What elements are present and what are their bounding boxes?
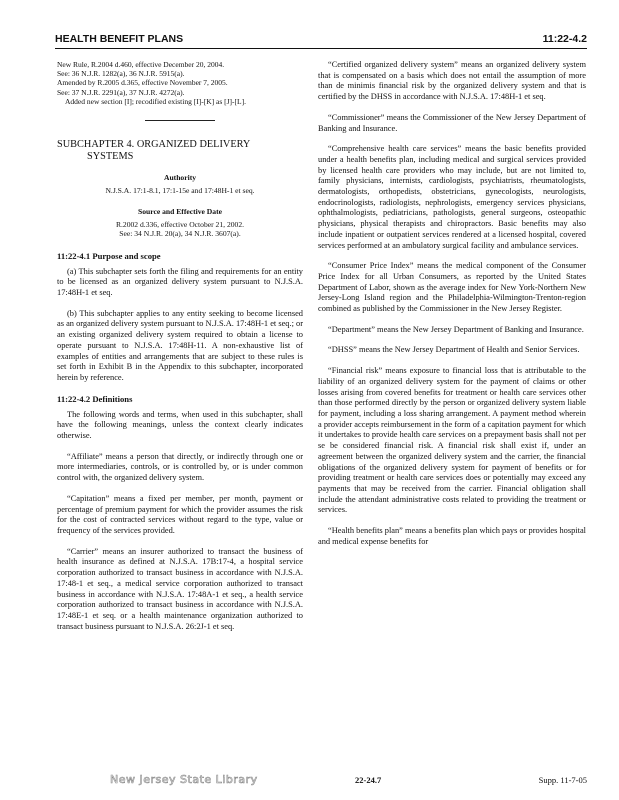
- section-heading-purpose: 11:22-4.1 Purpose and scope: [57, 250, 161, 261]
- page-number: 22-24.7: [355, 774, 382, 785]
- definition-comprehensive: “Comprehensive health care services” means the basic benefits provided under a health benefits plan, including medical and surgical services provided by licensed health care providers who may include, but are not limited to, family physicians, internists, cardiologists, psychiatrists, rheumatologists, dermatologists, orthopedists, obstetricians, gynecologists, neurologists, endocrinologists, radiologists, nephrologists, emergency services physicians, ophthalmologists, pediatricians, pathologists, general surgeons, osteopathic physicians, physical therapists and chiropractors. Basic benefits may also include inpatient or outpatient services rendered at a licensed hospital, covered services performed at an ambulatory surgical facility and ambulance services.: [318, 144, 586, 250]
- history-note: See: 36 N.J.R. 1282(a), 36 N.J.R. 5915(a).: [57, 69, 185, 79]
- authority-text: N.J.S.A. 17:1-8.1, 17:1-15e and 17:48H-1 et seq.: [105, 186, 255, 196]
- paragraph-purpose-b: (b) This subchapter applies to any entity seeking to become licensed as an organized delivery system pursuant to N.J.S.A. 17:48H-1 et seq.; or an existing organized delivery system required to obtain a license to operate pursuant to N.J.S.A. 17:48H-11. A non-exhaustive list of examples of entities and arrangements that are subject to these rules is set forth in Exhibit B in the Appendix to this subchapter, incorporated herein by reference.: [57, 308, 303, 382]
- header-title: HEALTH BENEFIT PLANS: [55, 33, 184, 45]
- authority-heading: Authority: [163, 173, 197, 183]
- history-note: New Rule, R.2004 d.460, effective December 20, 2004.: [57, 60, 225, 69]
- source-line2: See: 34 N.J.R. 20(a), 34 N.J.R. 3607(a).: [119, 229, 241, 239]
- divider: [145, 120, 215, 121]
- definition-health-benefits-plan: “Health benefits plan” means a benefits plan which pays or provides hospital and medical expense benefits for: [318, 526, 586, 546]
- history-note: Added new section [I]; recodified existing [I]-[K] as [J]-[L].: [65, 96, 246, 106]
- paragraph-definitions-intro: The following words and terms, when used in this subchapter, shall have the following meanings, unless the context clearly indicates otherwise.: [57, 409, 303, 441]
- right-column: [318, 60, 586, 557]
- section-heading-definitions: 11:22-4.2 Definitions: [57, 393, 133, 404]
- definition-capitation: “Capitation” means a fixed per member, per month, payment or percentage of premium payment for which the provider assumes the risk for the cost of contracted services without regard to the type, value or frequency of the services provided.: [57, 493, 303, 535]
- source-text: [57, 220, 303, 238]
- page-footer: [55, 773, 587, 786]
- definition-cpi: “Consumer Price Index” means the medical component of the Consumer Price Index for all Urban Consumers, as reported by the United States Department of Labor, shown as the average index for New York-Northern New Jersey-Long Island region and the Philadelphia-Wilmington-Trenton-region combined as published by the Commissioner in the New Jersey Register.: [318, 261, 586, 314]
- definition-affiliate: “Affiliate” means a person that directly, or indirectly through one or more intermediaries, controls, or is controlled by, or is under common control with, the organized delivery system.: [57, 451, 303, 483]
- subchapter-title: [57, 139, 303, 163]
- subchapter-title-line1: SUBCHAPTER 4. ORGANIZED DELIVERY: [57, 139, 251, 151]
- definition-certified-ods: “Certified organized delivery system” means an organized delivery system that is compensated on a basis which does not entail the assumption of more than de minimis financial risk by the organized delivery system and that is certified by the DHSS in accordance with N.J.S.A. 17:48H-1 et seq.: [318, 60, 586, 102]
- definition-carrier: “Carrier” means an insurer authorized to transact the business of health insurance as defined at N.J.S.A. 17B:17-4, a hospital service corporation authorized to transact business in accordance with N.J.S.A. 17:48-1 et seq., a medical service corporation authorized to transact business in accordance with N.J.S.A. 17:48A-1 et seq., a health service corporation authorized to transact business in accordance with N.J.S.A. 17:48E-1 et seq. or a health maintenance organization authorized to transact business pursuant to N.J.S.A. 26:2J-1 et seq.: [57, 546, 303, 631]
- paragraph-purpose-a: (a) This subchapter sets forth the filing and requirements for an entity to be licensed as an organized delivery system pursuant to N.J.S.A. 17:48H-1 et seq.: [57, 266, 303, 298]
- definition-dhss: “DHSS” means the New Jersey Department of Health and Senior Services.: [328, 345, 580, 355]
- source-heading: Source and Effective Date: [137, 207, 222, 217]
- library-watermark: New Jersey State Library: [110, 773, 258, 786]
- history-note: Amended by R.2005 d.365, effective November 7, 2005.: [57, 78, 228, 88]
- history-note: See: 37 N.J.R. 2291(a), 37 N.J.R. 4272(a).: [57, 87, 185, 97]
- definition-commissioner: “Commissioner” means the Commissioner of the New Jersey Department of Banking and Insurance.: [318, 112, 586, 133]
- left-column: [57, 60, 303, 642]
- definition-financial-risk: “Financial risk” means exposure to financial loss that is attributable to the liability of an organized delivery system for the payment of claims or other losses arising from covered benefits for treatment or health care services other than those performed directly by the person or organized delivery system liable for payment, including a loss sharing arrangement. A payment method wherein a provider accepts reimbursement in the form of a capitation payment for which it undertakes to provide health care services on a prepayment basis shall not per se be considered financial risk. A financial risk shall exist if, under an agreement between the organized delivery system and the carrier, the financial obligations of the organized delivery system for payment of benefits or for providing treatment or health care services does or potentially may exceed any payments that may be received from the carrier. Financial obligation shall include the attendant administrative costs related to providing the treatment or services.: [318, 366, 586, 515]
- source-line1: R.2002 d.336, effective October 21, 2002.: [115, 220, 245, 230]
- running-header: [55, 33, 587, 49]
- header-section-ref: 11:22-4.2: [542, 33, 587, 45]
- definition-department: “Department” means the New Jersey Department of Banking and Insurance.: [328, 324, 584, 334]
- supplement-date: Supp. 11-7-05: [538, 774, 587, 785]
- subchapter-title-line2: SYSTEMS: [87, 151, 134, 163]
